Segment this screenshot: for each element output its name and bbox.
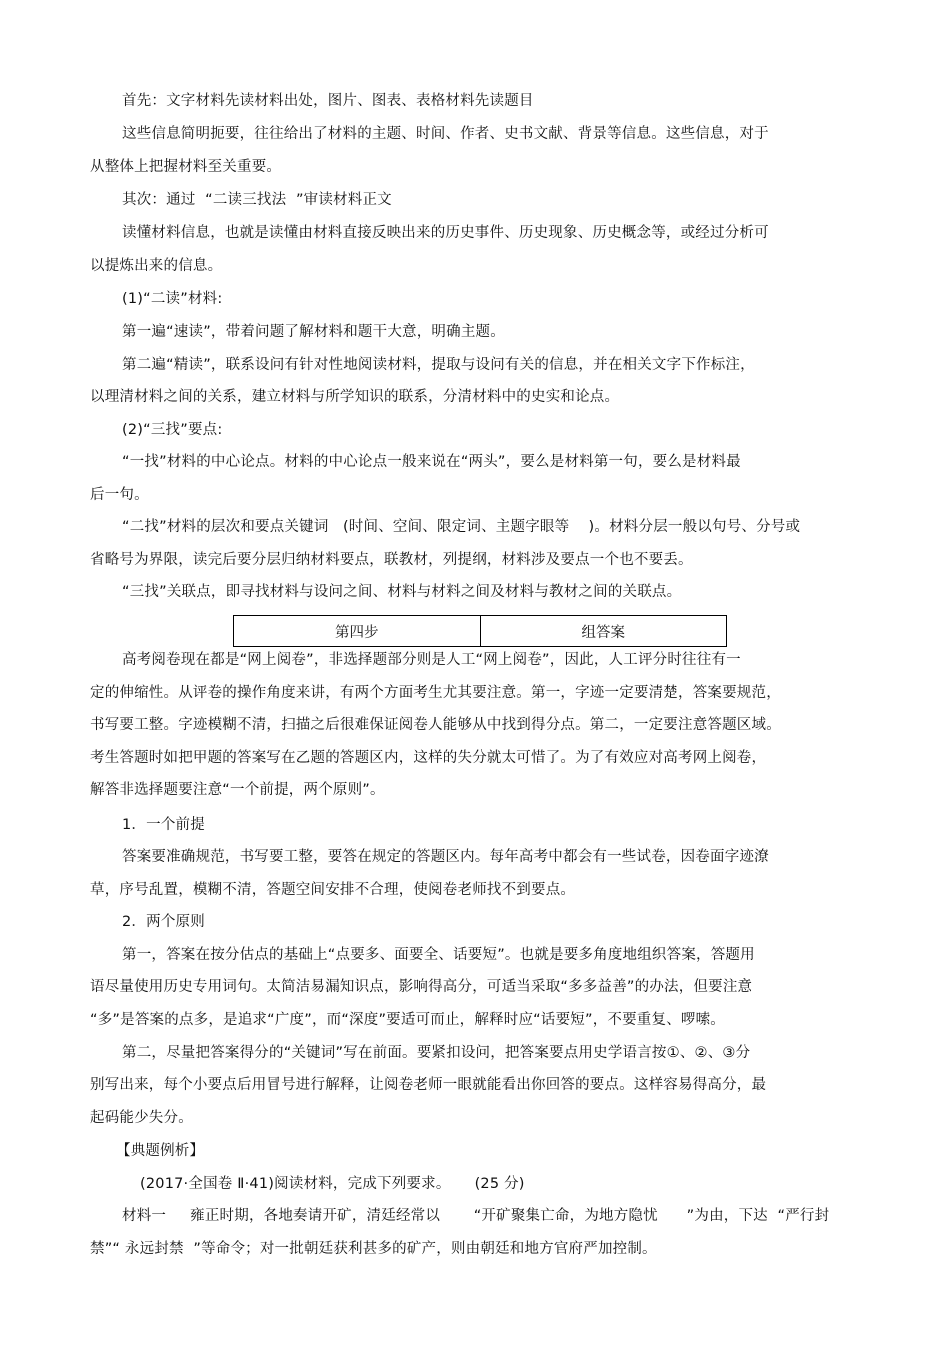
text-line: 答案要准确规范，书写要工整，要答在规定的答题区内。每年高考中都会有一些试卷，因卷面字迹潦: [122, 849, 769, 865]
table-cell-step: 第四步: [335, 624, 379, 641]
text-line: 省略号为界限，读完后要分层归纳材料要点，联教材，列提纲，材料涉及要点一个也不要丢。: [90, 552, 693, 568]
text-line: 禁”“ 永远封禁 ”等命令；对一批朝廷获利甚多的矿产，则由朝廷和地方官府严加控制。: [90, 1241, 657, 1257]
text-line: “一找”材料的中心论点。材料的中心论点一般来说在“两头”，要么是材料第一句，要么是材料最: [122, 454, 741, 470]
text-line: “二找”材料的层次和要点关键词 (时间、空间、限定词、主题字眼等 )。材料分层一般以句号、分号或: [122, 519, 801, 535]
text-line: 定的伸缩性。从评卷的操作角度来讲，有两个方面考生尤其要注意。第一，字迹一定要清楚，答案要规范，: [90, 685, 781, 701]
text-line: 草，序号乱置，模糊不清，答题空间安排不合理，使阅卷老师找不到要点。: [90, 882, 576, 898]
text-line: 后一句。: [90, 487, 149, 503]
text-line: 起码能少失分。: [90, 1110, 193, 1126]
text-line: (1)“二读”材料:: [122, 291, 223, 307]
section-heading: 【典题例析】: [116, 1143, 205, 1159]
text-line: 第一，答案在按分估点的基础上“点要多、面要全、话要短”。也就是要多角度地组织答案，答题用: [122, 947, 755, 963]
text-line: 读懂材料信息，也就是读懂由材料直接反映出来的历史事件、历史现象、历史概念等，或经过分析可: [122, 225, 769, 241]
section-heading: 2．两个原则: [122, 914, 205, 930]
text-line: “三找”关联点，即寻找材料与设问之间、材料与材料之间及材料与教材之间的关联点。: [122, 584, 682, 600]
text-line: 以提炼出来的信息。: [90, 258, 223, 274]
text-line: 第二遍“精读”，联系设问有针对性地阅读材料，提取与设问有关的信息，并在相关文字下作标注，: [122, 357, 755, 373]
text-line: 以理清材料之间的关系，建立材料与所学知识的联系，分清材料中的史实和论点。: [90, 389, 620, 405]
question-header: (2017·全国卷 Ⅱ·41)阅读材料，完成下列要求。 (25 分): [140, 1176, 525, 1192]
text-line: 书写要工整。字迹模糊不清，扫描之后很难保证阅卷人能够从中找到得分点。第二，一定要注意答题区域。: [90, 717, 781, 733]
text-line: 材料一 雍正时期，各地奏请开矿，清廷经常以 “开矿聚集亡命，为地方隐忧 ”为由，下达 “严行封: [122, 1208, 830, 1224]
text-line: 其次：通过 “二读三找法 ”审读材料正文: [122, 192, 392, 208]
text-line: 第二，尽量把答案得分的“关键词”写在前面。要紧扣设问，把答案要点用史学语言按①、②、③分: [122, 1045, 751, 1061]
text-line: 从整体上把握材料至关重要。: [90, 159, 282, 175]
text-line: 高考阅卷现在都是“网上阅卷”，非选择题部分则是人工“网上阅卷”，因此，人工评分时往往有一: [122, 652, 741, 668]
text-line: 第一遍“速读”，带着问题了解材料和题干大意，明确主题。: [122, 324, 505, 340]
table-cell-title: 组答案: [480, 616, 727, 646]
text-line: 别写出来，每个小要点后用冒号进行解释，让阅卷老师一眼就能看出你回答的要点。这样容易得高分，最: [90, 1077, 767, 1093]
text-line: 这些信息简明扼要，往往给出了材料的主题、时间、作者、史书文献、背景等信息。这些信息，对于: [122, 126, 769, 142]
step-table: [233, 615, 727, 647]
section-heading: 1．一个前提: [122, 817, 205, 833]
text-line: 考生答题时如把甲题的答案写在乙题的答题区内，这样的失分就太可惜了。为了有效应对高考网上阅卷，: [90, 750, 767, 766]
text-line: 解答非选择题要注意“一个前提，两个原则”。: [90, 782, 385, 798]
text-line: 语尽量使用历史专用词句。太简洁易漏知识点，影响得高分，可适当采取“多多益善”的办法，但要注意: [90, 979, 753, 995]
text-line: 首先：文字材料先读材料出处，图片、图表、表格材料先读题目: [122, 93, 534, 109]
text-line: “多”是答案的点多，是追求“广度”，而“深度”要适可而止，解释时应“话要短”，不要重复、啰嗦。: [90, 1012, 725, 1028]
text-line: (2)“三找”要点:: [122, 422, 223, 438]
